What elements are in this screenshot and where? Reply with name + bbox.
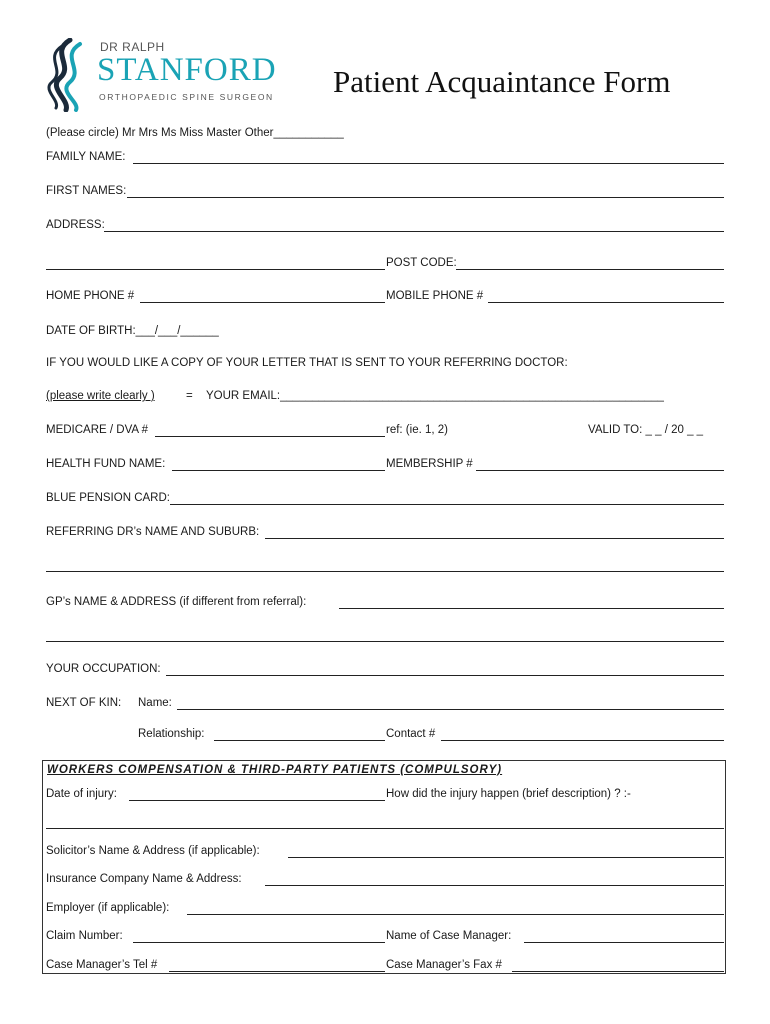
date-of-birth-field[interactable]: DATE OF BIRTH:___/___/______ — [46, 325, 219, 337]
referring-doctor-field[interactable] — [265, 538, 724, 539]
letter-copy-notice: IF YOU WOULD LIKE A COPY OF YOUR LETTER THAT IS SENT TO YOUR REFERRING DOCTOR: — [46, 357, 568, 369]
occupation-field[interactable] — [166, 675, 724, 676]
gp-field-line2[interactable] — [46, 641, 724, 642]
email-field[interactable]: YOUR EMAIL:____________________________________________________________ — [206, 390, 664, 402]
claim-number-field[interactable] — [133, 942, 385, 943]
kin-name-label: Name: — [138, 697, 172, 709]
spine-swirl-logo-icon — [40, 38, 96, 112]
kin-relationship-field[interactable] — [214, 740, 385, 741]
mobile-phone-field[interactable] — [488, 302, 724, 303]
medicare-label: MEDICARE / DVA # — [46, 424, 149, 436]
case-manager-tel-label: Case Manager’s Tel # — [46, 959, 158, 971]
case-manager-tel-field[interactable] — [169, 971, 385, 972]
home-phone-label: HOME PHONE # — [46, 290, 135, 302]
referring-doctor-field-line2[interactable] — [46, 571, 724, 572]
case-manager-label: Name of Case Manager: — [386, 930, 512, 942]
injury-description-label: How did the injury happen (brief description) ? :- — [386, 788, 631, 800]
post-code-label: POST CODE: — [386, 257, 457, 269]
health-fund-label: HEALTH FUND NAME: — [46, 458, 166, 470]
home-phone-field[interactable] — [140, 302, 385, 303]
date-of-injury-label: Date of injury: — [46, 788, 117, 800]
health-fund-field[interactable] — [172, 470, 385, 471]
employer-label: Employer (if applicable): — [46, 902, 170, 914]
write-clearly-note: (please write clearly ) — [46, 390, 155, 402]
case-manager-field[interactable] — [524, 942, 724, 943]
solicitor-label: Solicitor’s Name & Address (if applicable): — [46, 845, 260, 857]
insurance-field[interactable] — [265, 885, 724, 886]
next-of-kin-label: NEXT OF KIN: — [46, 697, 122, 709]
pension-card-label: BLUE PENSION CARD: — [46, 492, 170, 504]
first-names-field[interactable] — [127, 197, 724, 198]
medicare-valid-to-field[interactable]: VALID TO: _ _ / 20 _ _ — [588, 424, 704, 436]
workers-compensation-heading: WORKERS COMPENSATION & THIRD-PARTY PATIENTS (COMPULSORY) — [47, 764, 503, 776]
equals-sign: = — [186, 390, 193, 402]
page-title: Patient Acquaintance Form — [333, 64, 671, 99]
kin-contact-label: Contact # — [386, 728, 436, 740]
gp-label: GP’s NAME & ADDRESS (if different from referral): — [46, 596, 307, 608]
solicitor-field[interactable] — [288, 857, 724, 858]
medicare-ref-field[interactable]: ref: (ie. 1, 2) — [386, 424, 448, 436]
referring-doctor-label: REFERRING DR’s NAME AND SUBURB: — [46, 526, 260, 538]
gp-field[interactable] — [339, 608, 724, 609]
address-line2-field[interactable] — [46, 269, 385, 270]
occupation-label: YOUR OCCUPATION: — [46, 663, 161, 675]
medicare-field[interactable] — [155, 436, 385, 437]
claim-number-label: Claim Number: — [46, 930, 123, 942]
case-manager-fax-label: Case Manager’s Fax # — [386, 959, 502, 971]
date-of-injury-field[interactable] — [129, 800, 385, 801]
injury-description-field[interactable] — [46, 828, 724, 829]
pension-card-field[interactable] — [170, 504, 724, 505]
family-name-field[interactable] — [133, 163, 724, 164]
family-name-label: FAMILY NAME: — [46, 151, 126, 163]
logo-tagline: ORTHOPAEDIC SPINE SURGEON — [99, 92, 274, 102]
employer-field[interactable] — [187, 914, 724, 915]
address-label: ADDRESS: — [46, 219, 105, 231]
logo-surname: STANFORD — [97, 52, 277, 88]
address-field[interactable] — [104, 231, 724, 232]
post-code-field[interactable] — [456, 269, 724, 270]
logo-doctor-prefix: DR RALPH — [100, 40, 165, 54]
kin-name-field[interactable] — [177, 709, 724, 710]
first-names-label: FIRST NAMES: — [46, 185, 127, 197]
kin-relationship-label: Relationship: — [138, 728, 205, 740]
kin-contact-field[interactable] — [441, 740, 724, 741]
insurance-label: Insurance Company Name & Address: — [46, 873, 242, 885]
case-manager-fax-field[interactable] — [512, 971, 724, 972]
title-circle-options[interactable]: (Please circle) Mr Mrs Ms Miss Master Other___________ — [46, 127, 344, 139]
membership-field[interactable] — [476, 470, 724, 471]
mobile-phone-label: MOBILE PHONE # — [386, 290, 484, 302]
membership-label: MEMBERSHIP # — [386, 458, 473, 470]
